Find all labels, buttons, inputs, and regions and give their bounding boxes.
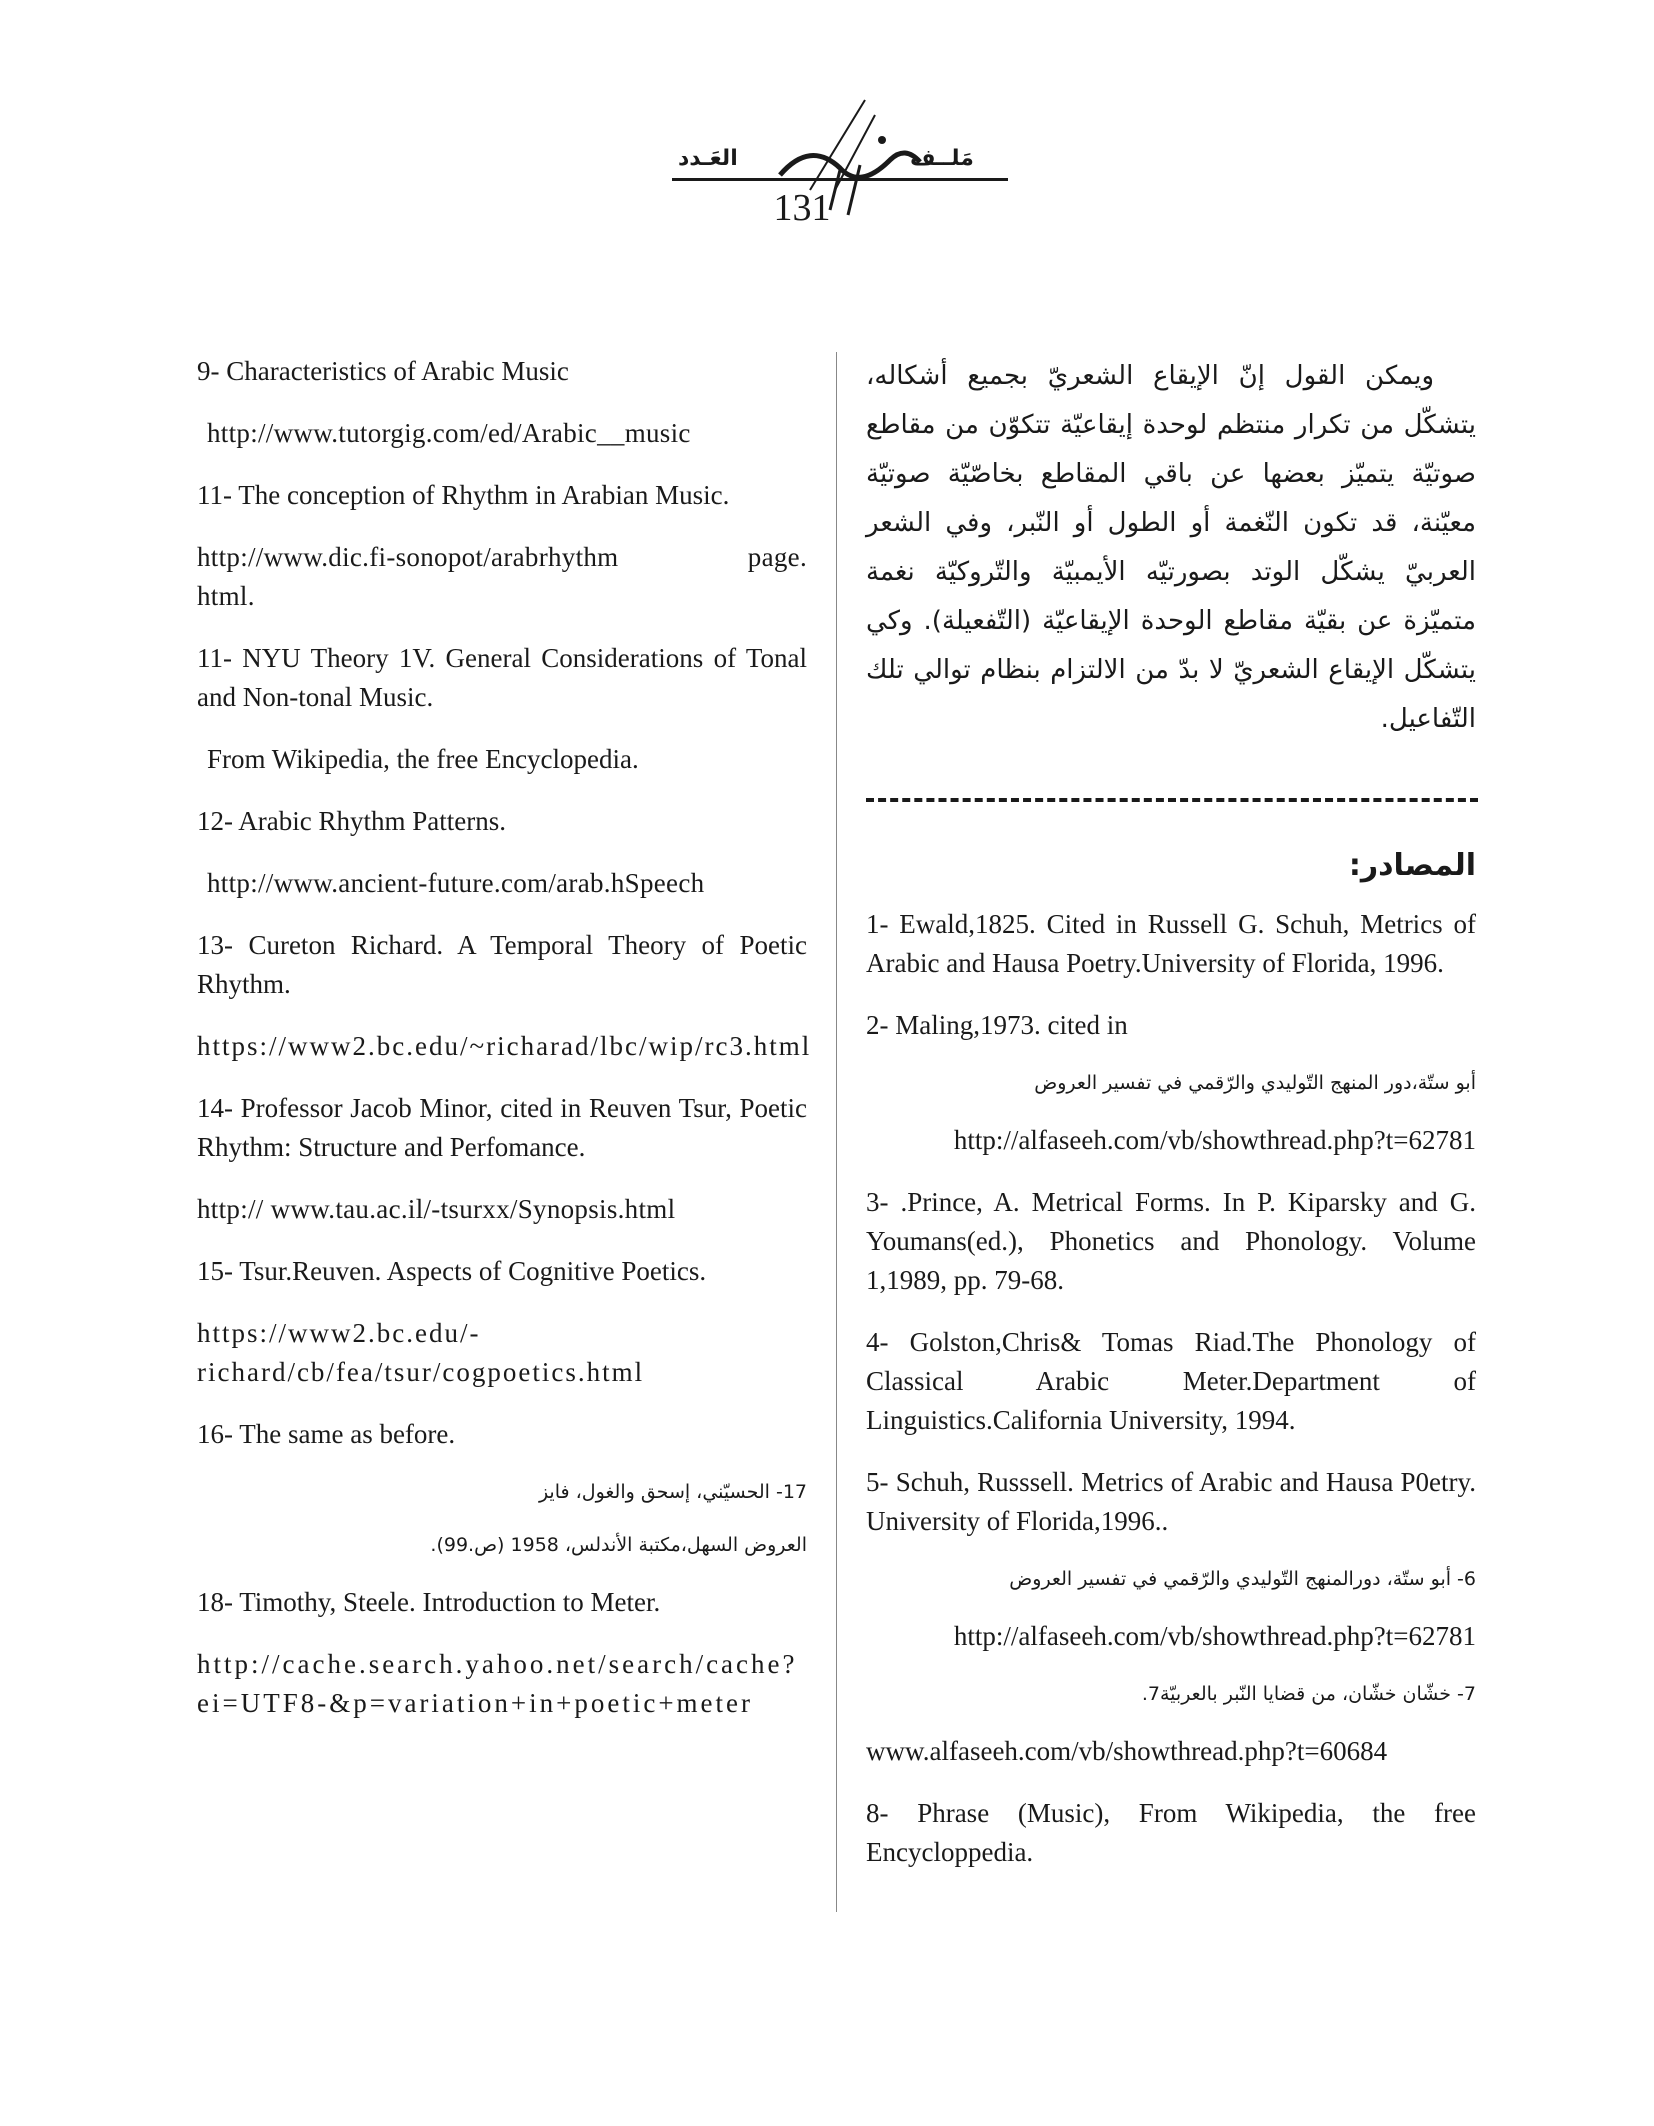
- reference-entry-arabic: العروض السهل،مكتبة الأندلس، 1958 (ص.99).: [430, 1534, 807, 1556]
- reference-entry: 13- Cureton Richard. A Temporal Theory of Poetic Rhythm.: [197, 930, 807, 999]
- left-column-references: [197, 352, 812, 1746]
- reference-url: https://www2.bc.edu/-richard/cb/fea/tsur/cogpoetics.html: [197, 1318, 645, 1387]
- source-entry-arabic: أبو ستّة،دور المنهج التّوليدي والرّقمي في تفسير العروض: [1034, 1072, 1476, 1094]
- reference-entry: 9- Characteristics of Arabic Music: [197, 356, 569, 386]
- reference-url: http://www.tutorgig.com/ed/Arabic__music: [207, 418, 691, 448]
- reference-entry: From Wikipedia, the free Encyclopedia.: [207, 744, 639, 774]
- source-entry: 1- Ewald,1825. Cited in Russell G. Schuh, Metrics of Arabic and Hausa Poetry.University of Florida, 1996.: [866, 909, 1476, 978]
- source-entry: 4- Golston,Chris& Tomas Riad.The Phonology of Classical Arabic Meter.Department of Linguistics.California University, 1994.: [866, 1327, 1476, 1435]
- page-number: 131: [773, 187, 831, 229]
- reference-url: http://cache.search.yahoo.net/search/cache?ei=UTF8-&p=variation+in+poetic+meter: [197, 1649, 798, 1718]
- sources-heading: المصادر:: [1348, 848, 1476, 883]
- source-entry: 2- Maling,1973. cited in: [866, 1010, 1128, 1040]
- reference-url: http://www.ancient-future.com/arab.hSpeech: [207, 868, 705, 898]
- reference-entry: 12- Arabic Rhythm Patterns.: [197, 806, 506, 836]
- source-entry-arabic: 7- خشّان خشّان، من قضايا النّبر بالعربيّة7.: [1141, 1683, 1476, 1705]
- reference-entry: 18- Timothy, Steele. Introduction to Meter.: [197, 1587, 661, 1617]
- reference-url: [197, 538, 807, 616]
- source-entry: 8- Phrase (Music), From Wikipedia, the free Encycloppedia.: [866, 1798, 1476, 1867]
- reference-url-part: html.: [197, 581, 255, 611]
- reference-entry: 11- NYU Theory 1V. General Considerations of Tonal and Non-tonal Music.: [197, 643, 807, 712]
- header-label-file: مَلــف: [910, 146, 974, 171]
- reference-entry: 11- The conception of Rhythm in Arabian Music.: [197, 480, 730, 510]
- arabic-paragraph: ويمكن القول إنّ الإيقاع الشعريّ بجميع أشكاله، يتشكّل من تكرار منتظم لوحدة إيقاعيّة تتكوّن من مقاطع صوتيّة يتميّز بعضها عن باقي المقاطع بخاصّيّة صوتيّة معيّنة، قد تكون النّغمة أو الطول أو النّبر، وفي الشعر العربيّ يشكّل الوتد بصورتيّه الأيمبيّة والتّروكيّة نغمة متميّزة عن بقيّة مقاطع الوحدة الإيقاعيّة (التّفعيلة). وكي يتشكّل الإيقاع الشعريّ لا بدّ من الالتزام بنظام توالي تلك التّفاعيل.: [866, 361, 1476, 734]
- source-url: www.alfaseeh.com/vb/showthread.php?t=60684: [866, 1736, 1388, 1766]
- reference-entry-arabic: 17- الحسيّني، إسحق والغول، فايز: [538, 1481, 807, 1503]
- reference-url: https://www2.bc.edu/~richarad/lbc/wip/rc3.html: [197, 1031, 812, 1061]
- column-divider: [836, 352, 837, 1912]
- reference-entry: 14- Professor Jacob Minor, cited in Reuven Tsur, Poetic Rhythm: Structure and Perfomance.: [197, 1093, 807, 1162]
- header-rule: [672, 178, 1008, 181]
- source-entry: 5- Schuh, Russsell. Metrics of Arabic and Hausa P0etry. University of Florida,1996..: [866, 1467, 1476, 1536]
- reference-url-part: page.: [747, 542, 807, 572]
- reference-entry: 16- The same as before.: [197, 1419, 456, 1449]
- source-entry-arabic: 6- أبو ستّة، دورالمنهج التّوليدي والرّقمي في تفسير العروض: [1009, 1568, 1476, 1590]
- source-entry: 3- .Prince, A. Metrical Forms. In P. Kiparsky and G. Youmans(ed.), Phonetics and Phonology. Volume 1,1989, pp. 79-68.: [866, 1187, 1476, 1295]
- right-column: [866, 352, 1476, 1895]
- reference-entry: 15- Tsur.Reuven. Aspects of Cognitive Poetics.: [197, 1256, 707, 1286]
- source-url: http://alfaseeh.com/vb/showthread.php?t=62781: [953, 1621, 1476, 1651]
- reference-url: http:// www.tau.ac.il/-tsurxx/Synopsis.html: [197, 1194, 676, 1224]
- reference-url-part: http://www.dic.fi-sonopot/arabrhythm: [197, 542, 619, 572]
- header-label-issue: العَـدد: [678, 146, 738, 171]
- source-url: http://alfaseeh.com/vb/showthread.php?t=62781: [953, 1125, 1476, 1155]
- dashed-separator: [866, 798, 1478, 802]
